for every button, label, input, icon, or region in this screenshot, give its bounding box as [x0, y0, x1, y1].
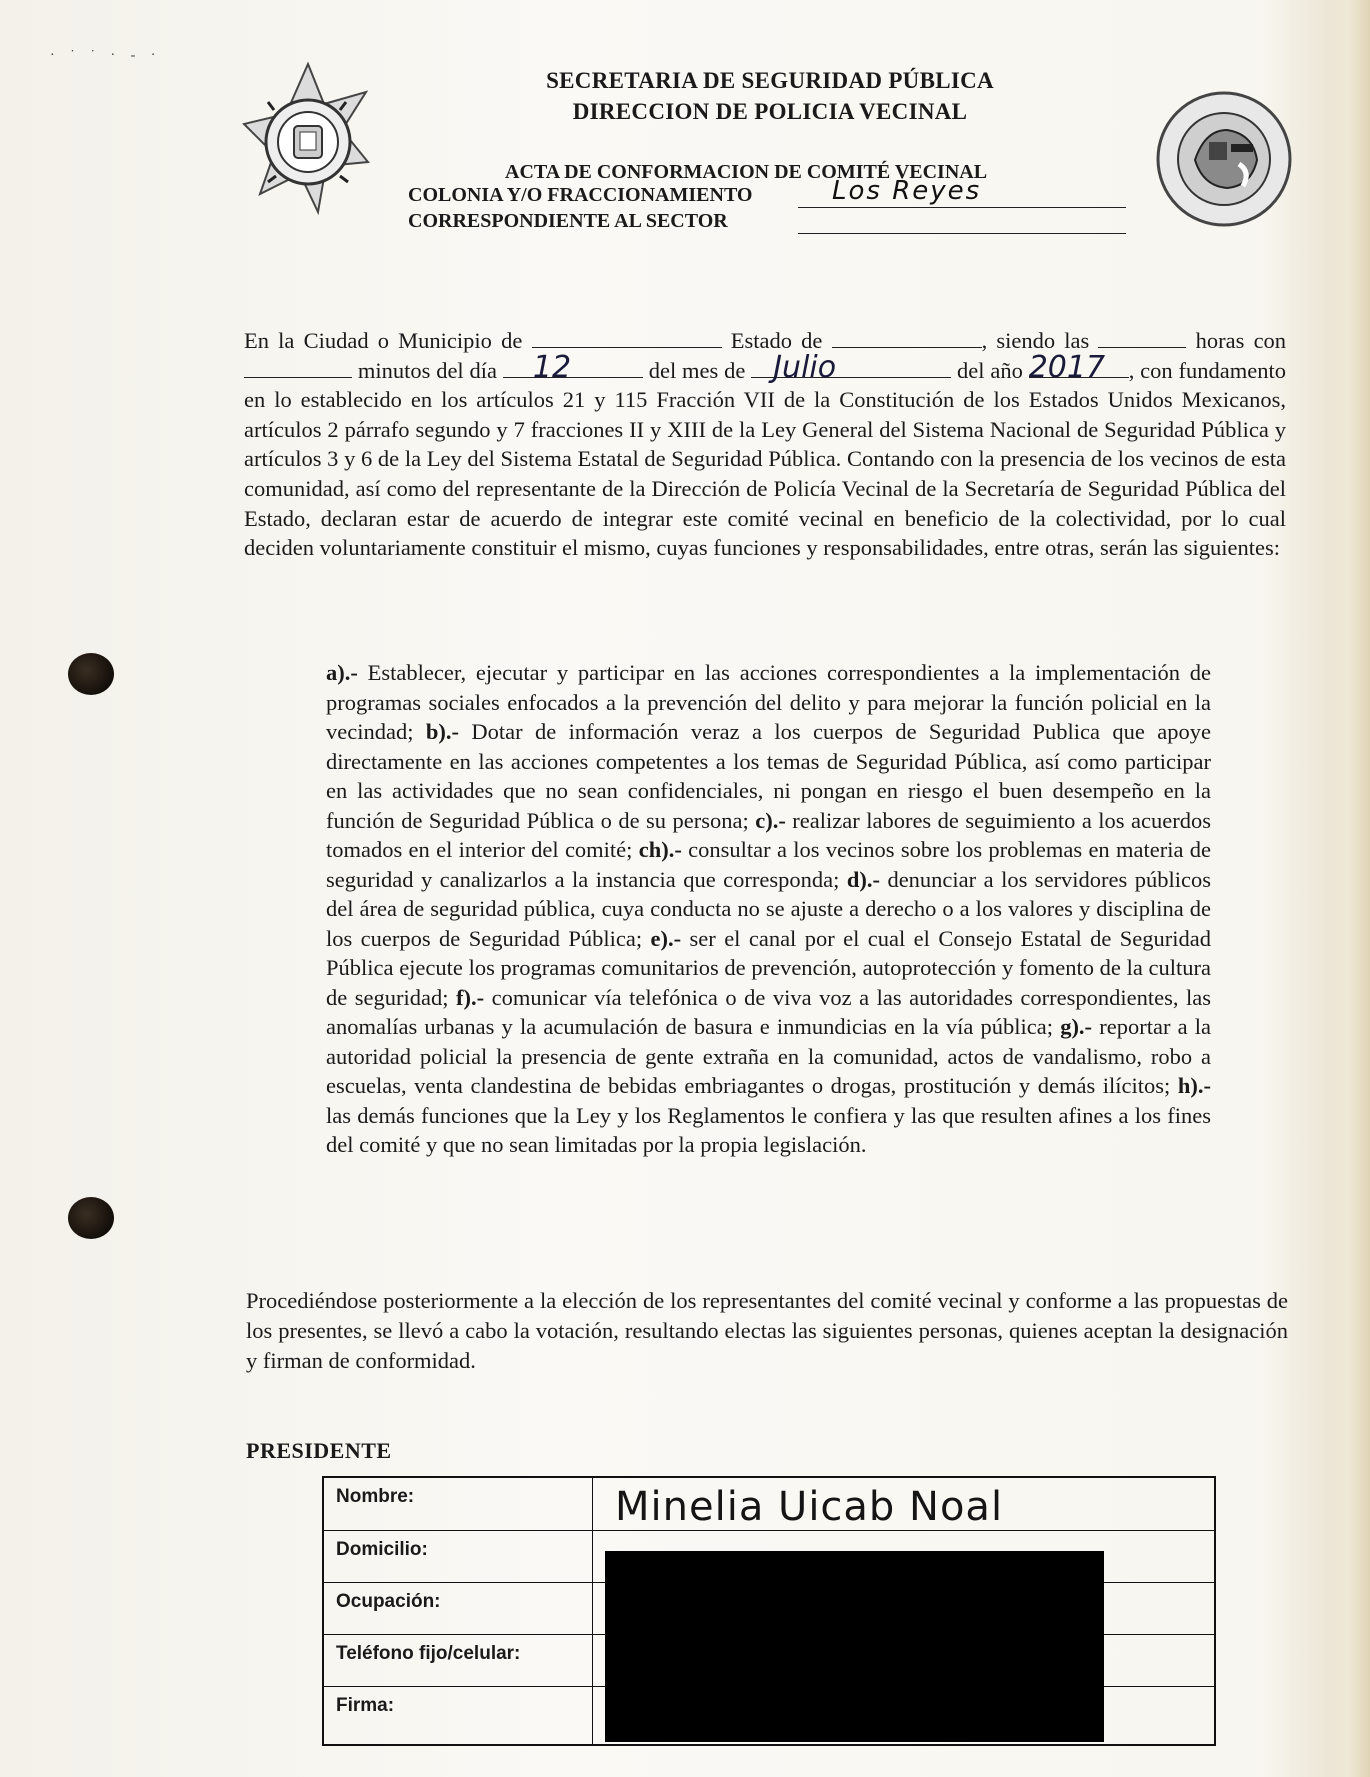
sector-label: CORRESPONDIENTE AL SECTOR	[408, 210, 728, 232]
dia-value: 12	[532, 350, 572, 385]
intro-paragraph: En la Ciudad o Municipio de Estado de , siendo las horas con minutos del día 12 del mes de Julio del año 2017 , con fundamento en lo establecido en los artículos 21 y 115 Fracción VII de la Constitución de los Estados Unidos Mexicanos, artículos 2 párrafo segundo y 7 fracciones II y XIII de la Ley General del Sistema Nacional de Seguridad Pública y artículos 3 y 6 de la Ley del Sistema Estatal de Seguridad Pública. Contando con la presencia de los vecinos de esta comunidad, así como del representante de la Dirección de Policía Vecinal de la Secretaría de Seguridad Pública del Estado, declaran estar de acuerdo de integrar este comité vecinal en beneficio de la colectividad, por lo cual deciden voluntariamente constituir el mismo, cuyas funciones y responsabilidades, entre otras, serán las siguientes:	[244, 328, 1287, 561]
president-title: PRESIDENTE	[246, 1438, 392, 1463]
redaction-box	[605, 1551, 1104, 1742]
table-row-telefono: Teléfono fijo/celular:	[324, 1634, 1214, 1687]
sector-line	[798, 233, 1126, 234]
colonia-label: COLONIA Y/O FRACCIONAMIENTO	[408, 184, 753, 206]
scan-speckles: · ˙ ˙ · ‑ ·	[50, 48, 162, 63]
page-edge-shadow	[1348, 0, 1370, 1777]
hole-punch-top	[68, 653, 114, 695]
colonia-value: Los Reyes	[832, 176, 982, 206]
acta-title: ACTA DE CONFORMACION DE COMITÉ VECINAL	[505, 161, 988, 183]
header-secretaria: SECRETARIA DE SEGURIDAD PÚBLICA	[546, 68, 994, 93]
consejo-estatal-seal-icon	[1155, 90, 1293, 228]
president-name-handwritten: Minelia Uicab Noal	[615, 1484, 1004, 1530]
colonia-line	[798, 207, 1126, 208]
header-direccion: DIRECCION DE POLICIA VECINAL	[572, 99, 968, 124]
functions-list: a).- Establecer, ejecutar y participar en las acciones correspondientes a la implementación de programas sociales enfocados a la prevención del delito y para mejorar la función policial en la vecindad; b).- Dotar de información veraz a los cuerpos de Seguridad Publica que apoye directamente en las acciones competentes a los temas de Seguridad Pública, así como participar en las actividades que no sean confidenciales, ni pongan en riesgo el buen desempeño en la función de Seguridad Pública o de su persona; c).- realizar labores de seguimiento a los acuerdos tomados en el interior del comité; ch).- consultar a los vecinos sobre los problemas en materia de seguridad y canalizarlos a la instancia que corresponda; d).- denunciar a los servidores públicos del área de seguridad pública, cuya conducta no se ajuste a derecho o a los valores y disciplina de los cuerpos de Seguridad Pública; e).- ser el canal por el cual el Consejo Estatal de Seguridad Pública ejecute los programas comunitarios de prevención, autoprotección y fomento de la cultura de seguridad; f).- comunicar vía telefónica o de viva voz a las autoridades correspondientes, las anomalías urbanas y la acumulación de basura e inmundicias en la vía pública; g).- reportar a la autoridad policial la presencia de gente extraña en la comunidad, actos de vandalismo, robo a escuelas, venta clandestina de bebidas embriagantes o drogas, prostitución y demás ilícitos; h).- las demás funciones que la Ley y los Reglamentos le confiera y las que resulten afines a los fines del comité y que no sean limitadas por la propia legislación.	[326, 660, 1212, 1157]
hole-punch-bottom	[68, 1197, 114, 1239]
table-row-nombre: Nombre:	[336, 1486, 415, 1507]
election-paragraph: Procediéndose posteriormente a la elección de los representantes del comité vecinal y conforme a las propuestas de los presentes, se llevó a cabo la votación, resultando electas las siguientes personas, quienes aceptan la designación y firman de conformidad.	[246, 1288, 1288, 1373]
table-row-firma: Firma:	[324, 1686, 1214, 1739]
table-row-domicilio: Domicilio:	[324, 1530, 1214, 1583]
mes-value: Julio	[773, 350, 837, 385]
anio-value: 2017	[1028, 350, 1106, 385]
police-star-seal-icon	[238, 62, 378, 222]
table-row-ocupacion: Ocupación:	[324, 1582, 1214, 1635]
